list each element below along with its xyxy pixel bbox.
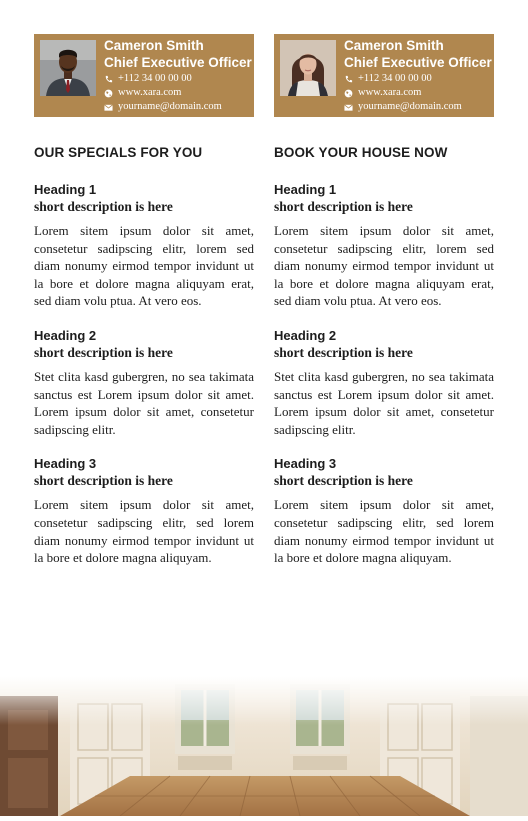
block-short-description: short description is here — [34, 344, 173, 360]
globe-icon — [344, 89, 353, 98]
block-body: Lorem sitem ipsum dolor sit amet, consetetur sadipscing elitr, sed lorem diam nonumy eirmod tempor invidunt ut la bore et dolore magna aliquyam. — [34, 497, 254, 566]
block-body: Lorem sitem ipsum dolor sit amet, consetetur sadipscing elitr, sed lorem diam nonumy eirmod tempor invidunt ut la bore et dolore magna aliquyam. — [274, 497, 494, 566]
block-short-description: short description is here — [34, 199, 173, 214]
card-title: Chief Executive Officer — [344, 55, 492, 70]
block-body: Lorem sitem ipsum dolor sit amet, consetetur sadipscing elitr, lorem sed diam nonumy eirmod tempor invidunt ut la bore et dolore magna aliquyam erat, sed diam volu ptua. At vero eos. — [34, 223, 254, 309]
block-heading: Heading 1 — [274, 182, 337, 197]
right-column — [274, 34, 494, 567]
card-name: Cameron Smith — [104, 38, 204, 53]
card-phone-text: +112 34 00 00 00 — [118, 73, 192, 84]
block-body: Stet clita kasd gubergren, no sea takimata sanctus est Lorem ipsum dolor sit amet. Lorem ipsum dolor sit amet, consetetur sadipscing elitr. — [34, 368, 254, 437]
text-block — [34, 327, 254, 438]
contact-card — [34, 34, 254, 117]
text-block — [34, 181, 254, 310]
block-body: Stet clita kasd gubergren, no sea takimata sanctus est Lorem ipsum dolor sit amet. Lorem ipsum dolor sit amet, consetetur sadipscing elitr. — [274, 368, 494, 437]
woman-portrait-photo — [280, 40, 336, 96]
card-website-text: www.xara.com — [118, 87, 182, 98]
phone-icon — [344, 75, 353, 84]
section-title: OUR SPECIALS FOR YOU — [34, 145, 203, 160]
text-block — [274, 455, 494, 566]
text-block — [34, 455, 254, 566]
card-name: Cameron Smith — [344, 38, 444, 53]
phone-icon — [104, 75, 113, 84]
card-website-text: www.xara.com — [358, 87, 422, 98]
card-website[interactable] — [104, 86, 181, 100]
block-heading: Heading 3 — [274, 456, 337, 472]
envelope-icon — [344, 103, 353, 112]
block-heading: Heading 1 — [34, 182, 97, 197]
section-title: BOOK YOUR HOUSE NOW — [274, 145, 448, 160]
block-heading: Heading 3 — [34, 456, 97, 472]
left-column — [34, 34, 254, 567]
block-body: Lorem sitem ipsum dolor sit amet, consetetur sadipscing elitr, lorem sed diam nonumy eirmod tempor invidunt ut la bore et dolore magna aliquyam erat, sed diam volu ptua. At vero eos. — [274, 223, 494, 309]
card-website[interactable] — [344, 86, 421, 100]
block-short-description: short description is here — [274, 199, 413, 214]
block-short-description: short description is here — [274, 473, 413, 489]
card-email-text: yourname@domain.com — [118, 101, 222, 112]
block-heading: Heading 2 — [34, 327, 97, 343]
contact-card — [274, 34, 494, 117]
text-block — [274, 181, 494, 310]
card-email[interactable] — [344, 100, 462, 114]
card-phone-text: +112 34 00 00 00 — [358, 73, 432, 84]
card-email-text: yourname@domain.com — [358, 101, 462, 112]
block-short-description: short description is here — [34, 473, 173, 489]
card-phone[interactable] — [344, 72, 432, 86]
room-interior-image — [0, 676, 528, 816]
block-heading: Heading 2 — [274, 327, 337, 343]
card-phone[interactable] — [104, 72, 192, 86]
block-short-description: short description is here — [274, 344, 413, 360]
man-portrait-photo — [40, 40, 96, 96]
globe-icon — [104, 89, 113, 98]
card-email[interactable] — [104, 100, 222, 114]
text-block — [274, 327, 494, 438]
envelope-icon — [104, 103, 113, 112]
card-title: Chief Executive Officer — [104, 55, 252, 70]
